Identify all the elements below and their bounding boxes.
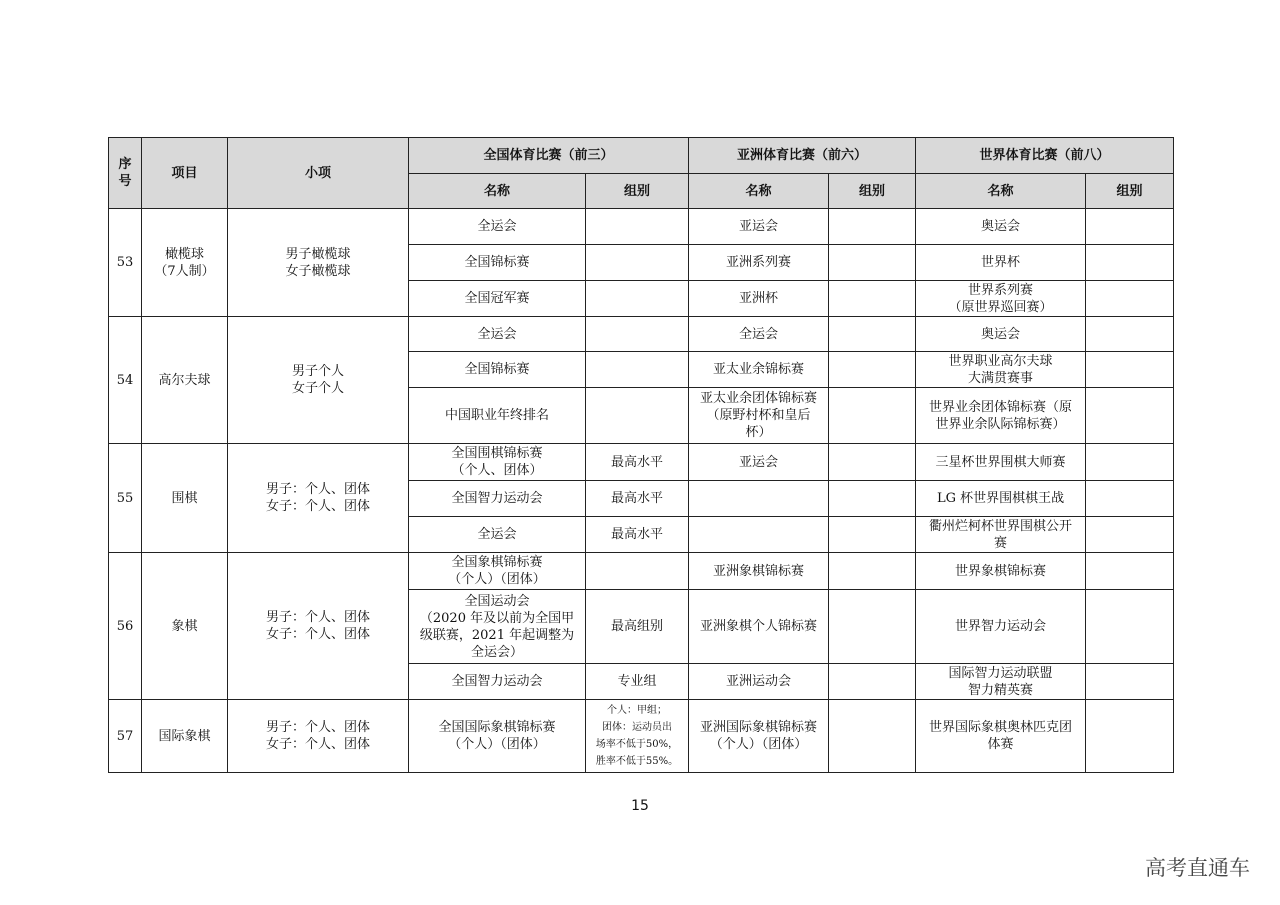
header-world: 世界体育比赛（前八） xyxy=(916,138,1174,174)
cell-asia-group xyxy=(829,245,916,281)
header-national-name: 名称 xyxy=(409,174,586,209)
cell-world-name: 世界国际象棋奥林匹克团 体赛 xyxy=(916,700,1086,773)
cell-national-name: 全运会 xyxy=(409,209,586,245)
cell-asia-group xyxy=(829,481,916,517)
cell-asia-group xyxy=(829,444,916,481)
cell-world-name: 国际智力运动联盟 智力精英赛 xyxy=(916,664,1086,700)
cell-world-group xyxy=(1086,388,1174,444)
cell-asia-name: 亚太业余团体锦标赛 （原野村杯和皇后 杯） xyxy=(689,388,829,444)
cell-national-group xyxy=(586,352,689,388)
header-sub: 小项 xyxy=(228,138,409,209)
cell-world-name: 世界业余团体锦标赛（原 世界业余队际锦标赛） xyxy=(916,388,1086,444)
cell-national-name: 全国运动会 （2020 年及以前为全国甲 级联赛，2021 年起调整为 全运会） xyxy=(409,590,586,664)
header-world-group: 组别 xyxy=(1086,174,1174,209)
cell-national-name: 全国国际象棋锦标赛 （个人）（团体） xyxy=(409,700,586,773)
table-row xyxy=(109,317,1174,352)
cell-world-name: 世界系列赛 （原世界巡回赛） xyxy=(916,281,1086,317)
cell-asia-group xyxy=(829,352,916,388)
cell-asia-group xyxy=(829,281,916,317)
cell-world-group xyxy=(1086,352,1174,388)
cell-seq: 57 xyxy=(109,700,142,773)
table-row xyxy=(109,553,1174,590)
cell-world-name: 三星杯世界围棋大师赛 xyxy=(916,444,1086,481)
cell-asia-name: 亚运会 xyxy=(689,444,829,481)
cell-seq: 55 xyxy=(109,444,142,553)
cell-asia-name: 全运会 xyxy=(689,317,829,352)
cell-national-name: 全国锦标赛 xyxy=(409,352,586,388)
cell-national-name: 全国智力运动会 xyxy=(409,481,586,517)
cell-national-group xyxy=(586,388,689,444)
header-asia-name: 名称 xyxy=(689,174,829,209)
cell-national-name: 全国围棋锦标赛 （个人、团体） xyxy=(409,444,586,481)
header-asia: 亚洲体育比赛（前六） xyxy=(689,138,916,174)
cell-world-group xyxy=(1086,245,1174,281)
cell-asia-group xyxy=(829,317,916,352)
header-project: 项目 xyxy=(142,138,228,209)
header-world-name: 名称 xyxy=(916,174,1086,209)
cell-world-group xyxy=(1086,281,1174,317)
cell-sub: 男子：个人、团体 女子：个人、团体 xyxy=(228,444,409,553)
cell-seq: 53 xyxy=(109,209,142,317)
table-row xyxy=(109,209,1174,245)
cell-world-group xyxy=(1086,517,1174,553)
cell-national-group xyxy=(586,209,689,245)
table-row xyxy=(109,700,1174,773)
cell-asia-group xyxy=(829,388,916,444)
cell-sub: 男子：个人、团体 女子：个人、团体 xyxy=(228,700,409,773)
cell-asia-group xyxy=(829,517,916,553)
cell-national-name: 中国职业年终排名 xyxy=(409,388,586,444)
cell-national-group: 最高组别 xyxy=(586,590,689,664)
cell-world-group xyxy=(1086,664,1174,700)
cell-world-name: 世界杯 xyxy=(916,245,1086,281)
cell-world-name: LG 杯世界围棋棋王战 xyxy=(916,481,1086,517)
cell-asia-group xyxy=(829,553,916,590)
header-national-group: 组别 xyxy=(586,174,689,209)
cell-world-name: 世界象棋锦标赛 xyxy=(916,553,1086,590)
cell-national-group: 个人：甲组； 团体：运动员出 场率不低于50%， 胜率不低于55%。 xyxy=(586,700,689,773)
cell-national-group xyxy=(586,553,689,590)
cell-asia-group xyxy=(829,700,916,773)
cell-asia-name: 亚洲运动会 xyxy=(689,664,829,700)
cell-asia-name: 亚洲象棋锦标赛 xyxy=(689,553,829,590)
cell-national-name: 全国象棋锦标赛 （个人）（团体） xyxy=(409,553,586,590)
cell-world-group xyxy=(1086,317,1174,352)
cell-asia-group xyxy=(829,209,916,245)
cell-national-group xyxy=(586,245,689,281)
cell-asia-name xyxy=(689,517,829,553)
cell-national-name: 全国智力运动会 xyxy=(409,664,586,700)
cell-sub: 男子橄榄球 女子橄榄球 xyxy=(228,209,409,317)
cell-project: 橄榄球 （7人制） xyxy=(142,209,228,317)
cell-world-group xyxy=(1086,209,1174,245)
cell-world-group xyxy=(1086,590,1174,664)
table-row xyxy=(109,444,1174,481)
cell-asia-name: 亚洲国际象棋锦标赛 （个人）（团体） xyxy=(689,700,829,773)
cell-seq: 54 xyxy=(109,317,142,444)
cell-sub: 男子个人 女子个人 xyxy=(228,317,409,444)
cell-world-group xyxy=(1086,481,1174,517)
cell-national-group xyxy=(586,281,689,317)
cell-national-group: 专业组 xyxy=(586,664,689,700)
cell-national-name: 全运会 xyxy=(409,317,586,352)
watermark: 高考直通车 xyxy=(1145,856,1250,880)
cell-asia-name: 亚洲系列赛 xyxy=(689,245,829,281)
cell-world-name: 衢州烂柯杯世界围棋公开 赛 xyxy=(916,517,1086,553)
cell-national-group: 最高水平 xyxy=(586,481,689,517)
cell-world-group xyxy=(1086,700,1174,773)
cell-sub: 男子：个人、团体 女子：个人、团体 xyxy=(228,553,409,700)
cell-project: 象棋 xyxy=(142,553,228,700)
cell-world-name: 奥运会 xyxy=(916,209,1086,245)
cell-national-group: 最高水平 xyxy=(586,444,689,481)
cell-project: 高尔夫球 xyxy=(142,317,228,444)
page-number: 15 xyxy=(631,798,649,814)
cell-national-name: 全国冠军赛 xyxy=(409,281,586,317)
cell-project: 围棋 xyxy=(142,444,228,553)
cell-asia-name: 亚运会 xyxy=(689,209,829,245)
cell-asia-name xyxy=(689,481,829,517)
header-seq: 序 号 xyxy=(109,138,142,209)
cell-world-group xyxy=(1086,553,1174,590)
cell-world-name: 世界智力运动会 xyxy=(916,590,1086,664)
cell-asia-group xyxy=(829,590,916,664)
cell-national-name: 全国锦标赛 xyxy=(409,245,586,281)
cell-seq: 56 xyxy=(109,553,142,700)
cell-project: 国际象棋 xyxy=(142,700,228,773)
cell-world-name: 奥运会 xyxy=(916,317,1086,352)
cell-national-group xyxy=(586,317,689,352)
header-asia-group: 组别 xyxy=(829,174,916,209)
cell-asia-name: 亚洲象棋个人锦标赛 xyxy=(689,590,829,664)
cell-asia-group xyxy=(829,664,916,700)
cell-national-name: 全运会 xyxy=(409,517,586,553)
cell-world-name: 世界职业高尔夫球 大满贯赛事 xyxy=(916,352,1086,388)
sports-competition-table xyxy=(108,137,1174,773)
header-national: 全国体育比赛（前三） xyxy=(409,138,689,174)
cell-national-group: 最高水平 xyxy=(586,517,689,553)
cell-world-group xyxy=(1086,444,1174,481)
cell-asia-name: 亚太业余锦标赛 xyxy=(689,352,829,388)
cell-asia-name: 亚洲杯 xyxy=(689,281,829,317)
